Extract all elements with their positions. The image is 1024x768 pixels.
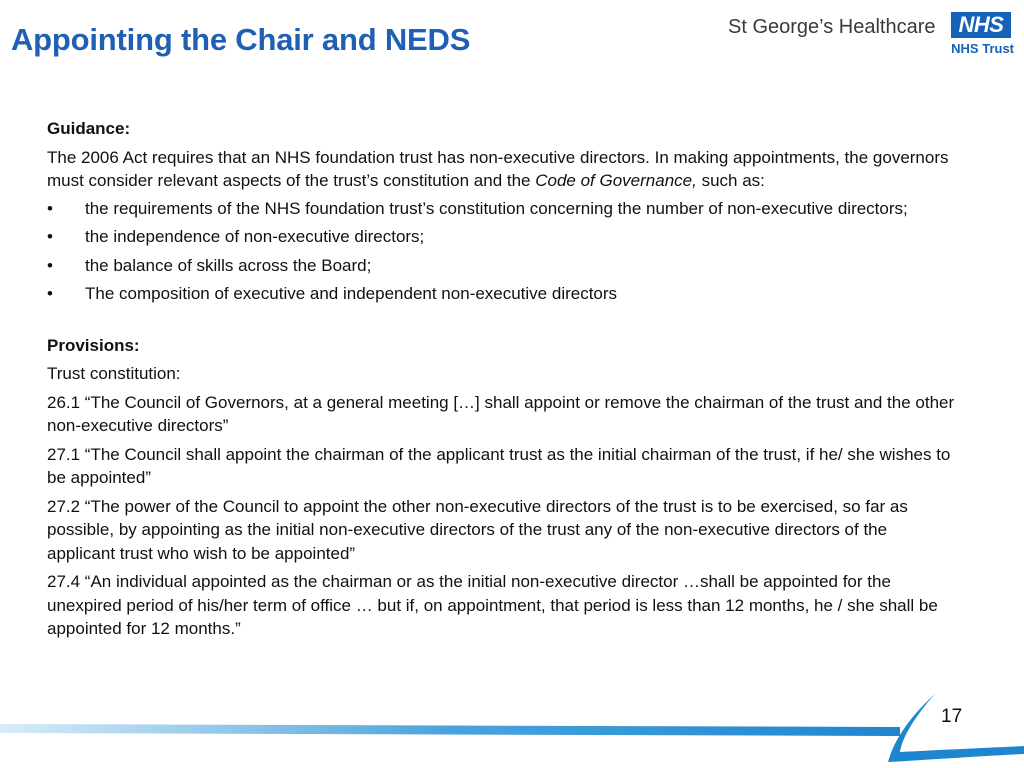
- list-item: [47, 282, 957, 306]
- intro-suffix: such as:: [696, 171, 765, 190]
- list-item: [47, 197, 957, 221]
- slide-body: [47, 117, 957, 646]
- provisions-subheading: Trust constitution:: [47, 364, 181, 383]
- page-title: Appointing the Chair and NEDS: [11, 22, 471, 57]
- bullet-icon: •: [47, 284, 53, 303]
- provision-item: 27.1 “The Council shall appoint the chairman of the applicant trust as the initial chairman of the trust, if he/ she wishes to be appointed”: [47, 444, 951, 487]
- guidance-bullets: [47, 197, 957, 306]
- guidance-intro: [47, 146, 957, 193]
- logo-name: St George’s Healthcare: [728, 16, 936, 38]
- nhs-badge: NHS: [951, 12, 1011, 38]
- provision-item: 27.4 “An individual appointed as the chairman or as the initial non-executive director …shall be appointed for the unexpired period of his/her term of office … but if, on appointment, that period is less than 12 months, he / she shall be appointed for 12 months.”: [47, 572, 938, 638]
- bullet-icon: •: [47, 198, 53, 218]
- bullet-icon: •: [47, 227, 53, 246]
- provision-item: 26.1 “The Council of Governors, at a general meeting […] shall appoint or remove the chairman of the trust and the other non-executive directors”: [47, 392, 955, 435]
- trust-logo: [728, 12, 1014, 58]
- provision-item: 27.2 “The power of the Council to appoint the other non-executive directors of the trust is to be exercised, so far as possible, by appointing as the initial non-executive directors of the trust any of the non-executive directors of the applicant trust who wish to be appointed”: [47, 496, 908, 563]
- page-number: 17: [941, 706, 963, 727]
- footer-swoosh: [0, 686, 1024, 768]
- bullet-text: the independence of non-executive directors;: [85, 227, 425, 246]
- bullet-text: the balance of skills across the Board;: [85, 255, 372, 275]
- intro-text: The 2006 Act requires that an NHS foundation trust has non-executive directors. In making appointments, the governors must consider relevant aspects of the trust’s constitution and the: [47, 147, 949, 190]
- provisions-heading: Provisions:: [47, 335, 140, 355]
- swoosh-curve: [888, 694, 1024, 762]
- guidance-heading: Guidance:: [47, 119, 131, 138]
- bullet-icon: •: [47, 255, 53, 275]
- bullet-text: The composition of executive and independent non-executive directors: [85, 284, 618, 303]
- logo-subtitle: NHS Trust: [951, 41, 1014, 56]
- bullet-text: the requirements of the NHS foundation trust’s constitution concerning the number of non-executive directors;: [85, 198, 908, 218]
- code-of-governance: Code of Governance,: [535, 171, 697, 190]
- swoosh-bar: [0, 724, 900, 736]
- list-item: [47, 225, 957, 249]
- list-item: [47, 254, 957, 278]
